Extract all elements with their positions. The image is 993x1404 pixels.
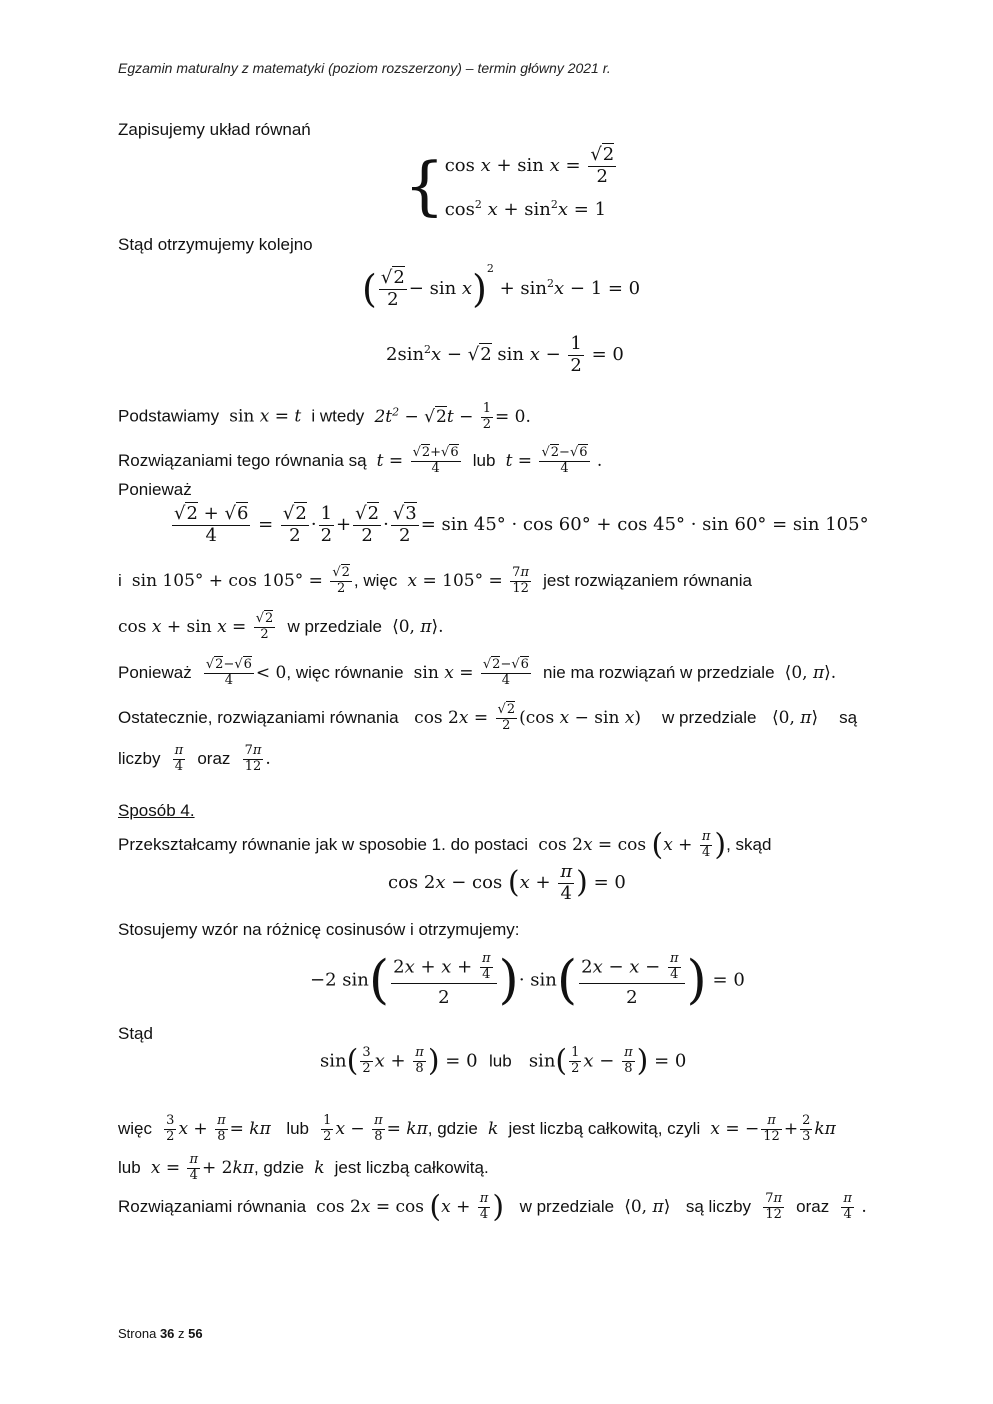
- page-footer: Strona 36 z 56: [118, 1326, 203, 1341]
- text-line-3: Podstawiamy sin x = t i wtedy $2t^2 - √2t$ − $\frac{1}{2}$ = 0.: [118, 400, 531, 432]
- text-line-1: Zapisujemy układ równań: [118, 120, 311, 139]
- text-line-16: Rozwiązaniami równania cos 2x = cos (x + $\frac{\pi}{4}$ ) w przedziale ⟨0, π⟩ są liczby $\frac{7\pi}{12}$ oraz $\frac{\pi}{4}$ .: [118, 1189, 867, 1225]
- text-line-9: Ostatecznie, rozwiązaniami równania cos 2x = $\frac{√2}{2}$ (cos x − sin x) w przedziale ⟨0, π⟩ są: [118, 702, 858, 733]
- text-line-5: Ponieważ: [118, 480, 192, 499]
- text-line-4: Rozwiązaniami tego równania są t = $\frac{√2+√6}{4}$ lub t = $\frac{√2-√6}{4}$ .: [118, 445, 603, 476]
- equation-3: $\frac{√2 + √6}{4}$ = $\frac{√2}{2}$ · $\frac{1}{2}$ + $\frac{√2}{2}$ · $\frac{√3}{2}$ = sin 45° · cos 60° + cos 45° · sin 60° = sin 105°: [174, 503, 869, 546]
- text-line-13: Stąd: [118, 1024, 153, 1043]
- text-line-15: lub x = $\frac{\pi}{4}$ + 2kπ, gdzie k jest liczbą całkowitą.: [118, 1152, 489, 1183]
- text-line-2: Stąd otrzymujemy kolejno: [118, 235, 313, 254]
- page-header: Egzamin maturalny z matematyki (poziom rozszerzony) – termin główny 2021 r.: [118, 60, 611, 76]
- equation-system: { cos x + sin x = $\frac{√2}{2}$ $\cos^2 x + \sin^2x = 1$: [404, 144, 615, 224]
- text-line-6: i sin 105° + cos 105° = $\frac{√2}{2}$ , więc x = 105° = $\frac{7\pi}{12}$ jest rozwiązaniem równania: [118, 565, 752, 596]
- equation-4: cos 2x − cos (x + $\frac{\pi}{4}$ ) = 0: [388, 861, 626, 904]
- equation-6: sin( $\frac{3}{2}$ x + $\frac{\pi}{8}$ ) = 0 lub sin( $\frac{1}{2}$ x − $\frac{\pi}{8}$ ) = 0: [320, 1043, 687, 1079]
- section-heading: Sposób 4.: [118, 801, 195, 820]
- text-line-7: cos x + sin x = $\frac{√2}{2}$ w przedziale ⟨0, π⟩.: [118, 611, 444, 642]
- text-line-8: Ponieważ $\frac{√2-√6}{4}$ < 0, więc równanie sin x = $\frac{√2-√6}{4}$ nie ma rozwiązań w przedziale ⟨0, π⟩.: [118, 657, 837, 688]
- text-line-12: Stosujemy wzór na różnicę cosinusów i otrzymujemy:: [118, 920, 520, 939]
- text-line-11: Przekształcamy równanie jak w sposobie 1. do postaci cos 2x = cos (x + $\frac{\pi}{4}$ ), skąd: [118, 827, 772, 863]
- equation-5: −2 sin( 2x + x + $\frac{\pi}{4}$ 2 )· sin( 2x − x − $\frac{\pi}{4}$ 2 ) = 0: [310, 950, 745, 1011]
- equation-1: ( $\frac{√2}{2}$ − $\sin x)^2 + \sin^2x - 1 = 0$: [362, 262, 641, 311]
- equation-2: $2\sin^2x - √2$ sin x − $\frac{1}{2}$ = 0: [386, 333, 624, 376]
- text-line-14: więc $\frac{3}{2}$ x + $\frac{\pi}{8}$ = kπ lub $\frac{1}{2}$ x − $\frac{\pi}{8}$ = kπ, gdzie k jest liczbą całkowitą, czyli x = − $\frac{\pi}{12}$ + $\frac{2}{3}$ kπ: [118, 1113, 836, 1144]
- text-line-10: liczby $\frac{\pi}{4}$ oraz $\frac{7\pi}{12}$ .: [118, 743, 271, 774]
